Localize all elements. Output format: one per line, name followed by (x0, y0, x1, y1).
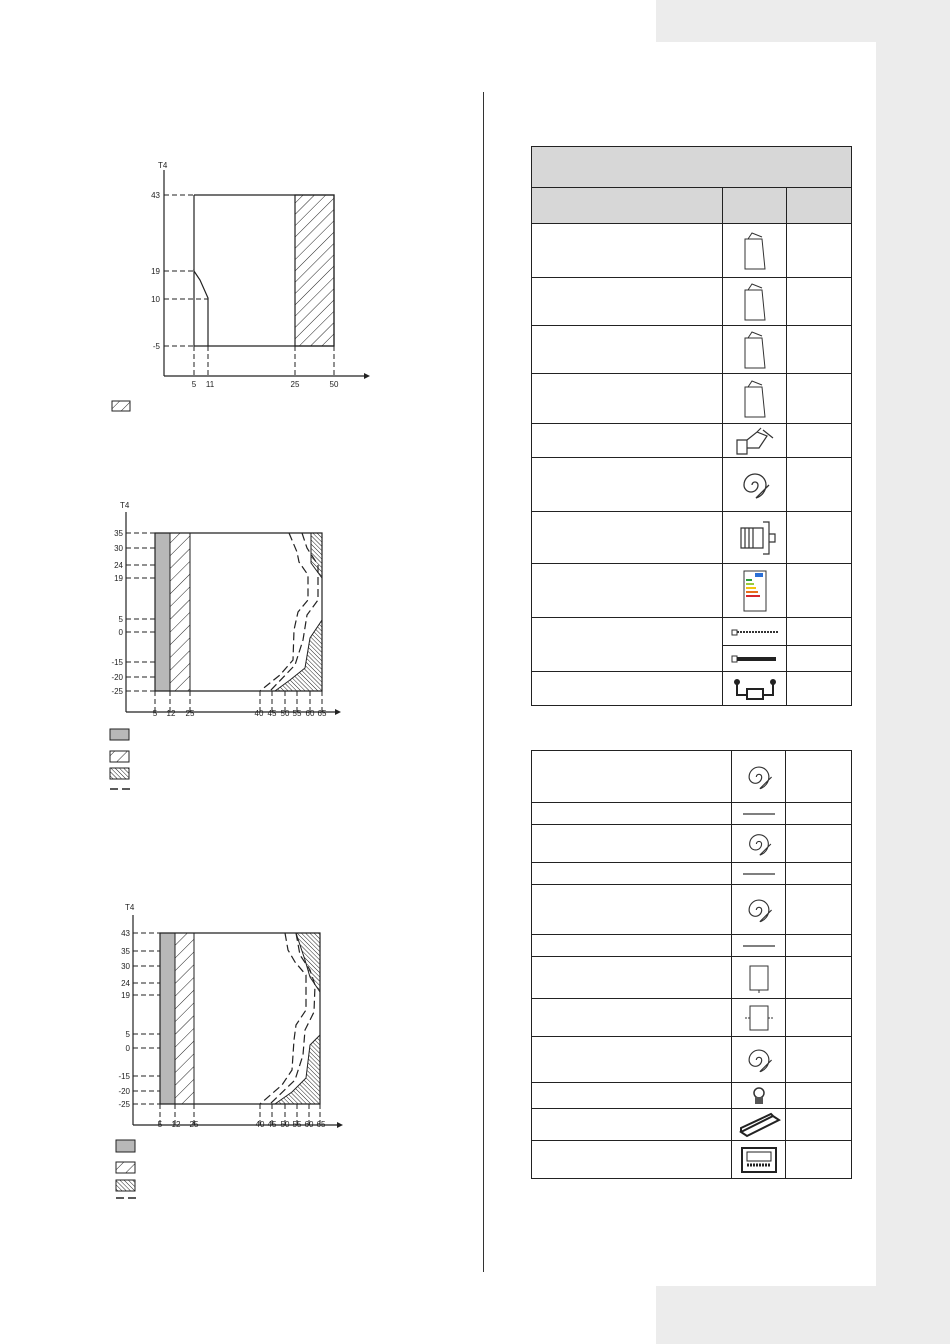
svg-text:25: 25 (189, 1120, 199, 1129)
legend-swatch-dense (110, 768, 129, 779)
dense-hatch-bottom (275, 620, 322, 691)
grey-region (160, 933, 175, 1104)
svg-text:-25: -25 (118, 1100, 130, 1109)
svg-text:25: 25 (290, 380, 300, 389)
table-row (532, 957, 852, 999)
accessories-table-2 (531, 750, 852, 1179)
table-row (532, 224, 852, 278)
table-row (532, 1083, 852, 1109)
table-row (532, 618, 852, 646)
svg-text:T4: T4 (125, 903, 135, 912)
booklet-icon (742, 379, 768, 419)
svg-text:5: 5 (152, 709, 158, 718)
sensor-box-icon (744, 1003, 774, 1033)
svg-text:19: 19 (151, 267, 160, 276)
svg-text:50: 50 (280, 709, 290, 718)
wire-icon (742, 871, 776, 877)
svg-text:65: 65 (316, 1120, 326, 1129)
y-filter-icon (733, 426, 777, 456)
svg-text:5: 5 (125, 1030, 130, 1039)
svg-text:5: 5 (157, 1120, 163, 1129)
legend-swatch-dense (116, 1180, 135, 1191)
operating-range-chart-2 (105, 500, 360, 795)
table-row (532, 424, 852, 458)
table-row (532, 935, 852, 957)
column-header-quantity (787, 188, 852, 224)
table-row (532, 326, 852, 374)
energy-label-icon (741, 569, 769, 613)
legend-swatch-grey (110, 729, 129, 740)
svg-text:5: 5 (191, 380, 197, 389)
svg-text:43: 43 (121, 929, 130, 938)
x-tick-labels (153, 709, 327, 718)
svg-text:50: 50 (329, 380, 339, 389)
hatched-region (170, 533, 190, 691)
duct-icon (737, 1112, 781, 1138)
cable-coil-icon (741, 1042, 777, 1078)
table-row (532, 825, 852, 863)
page-margin-band (876, 42, 950, 1344)
svg-text:T4: T4 (120, 501, 130, 510)
svg-text:35: 35 (121, 947, 130, 956)
x-tick-labels (192, 380, 339, 389)
svg-text:-20: -20 (111, 673, 123, 682)
cable-tie-icon (730, 627, 780, 637)
hatched-region (175, 933, 194, 1104)
y-tick-labels (111, 529, 123, 696)
svg-text:40: 40 (254, 709, 264, 718)
controller-icon (740, 1145, 778, 1175)
booklet-icon (742, 282, 768, 322)
hose-connector-icon (731, 677, 779, 701)
svg-text:55: 55 (292, 709, 302, 718)
column-header-shape (723, 188, 787, 224)
dense-hatch-top (296, 933, 320, 992)
svg-text:19: 19 (121, 991, 130, 1000)
dense-hatch-top (311, 533, 322, 578)
table-row (532, 278, 852, 326)
svg-text:T4: T4 (158, 161, 168, 170)
sensor-box-icon (748, 963, 770, 993)
svg-text:30: 30 (114, 544, 123, 553)
svg-text:45: 45 (267, 1120, 277, 1129)
legend-swatch-grey (116, 1140, 135, 1152)
y-axis-label (125, 903, 135, 912)
drain-joint-icon (733, 516, 777, 560)
svg-text:50: 50 (280, 1120, 290, 1129)
svg-text:45: 45 (267, 709, 277, 718)
cable-coil-icon (742, 827, 776, 861)
table-row (532, 374, 852, 424)
svg-text:12: 12 (171, 1120, 181, 1129)
y-tick-labels (118, 929, 130, 1109)
table-row (532, 1109, 852, 1141)
legend-swatch-hatch (112, 401, 130, 411)
table-row (532, 999, 852, 1037)
svg-text:0: 0 (118, 628, 123, 637)
table-row (532, 751, 852, 803)
page-corner-bottom (656, 1286, 876, 1344)
wire-icon (742, 811, 776, 817)
table-row (532, 863, 852, 885)
svg-text:65: 65 (317, 709, 327, 718)
svg-text:60: 60 (304, 1120, 314, 1129)
table-row (532, 458, 852, 512)
svg-text:12: 12 (166, 709, 176, 718)
cable-coil-icon (735, 465, 775, 505)
table-row (532, 803, 852, 825)
column-divider (483, 92, 484, 1272)
svg-text:40: 40 (255, 1120, 265, 1129)
dense-hatch-bottom (275, 1035, 320, 1104)
svg-text:43: 43 (151, 191, 160, 200)
y-axis-label (158, 161, 168, 170)
table-row (532, 1037, 852, 1083)
svg-text:24: 24 (114, 561, 123, 570)
booklet-icon (742, 330, 768, 370)
svg-text:-20: -20 (118, 1087, 130, 1096)
accessories-table-1 (531, 146, 852, 706)
svg-text:55: 55 (292, 1120, 302, 1129)
wire-icon (742, 943, 776, 949)
svg-text:5: 5 (118, 615, 123, 624)
svg-text:60: 60 (305, 709, 315, 718)
svg-text:0: 0 (125, 1044, 130, 1053)
table-title-cell (532, 147, 852, 188)
svg-text:25: 25 (185, 709, 195, 718)
svg-text:-25: -25 (111, 687, 123, 696)
table-row (532, 564, 852, 618)
grey-region (155, 533, 170, 691)
operating-range-chart-1 (110, 155, 380, 425)
svg-text:19: 19 (114, 574, 123, 583)
cable-coil-icon (741, 892, 777, 928)
y-tick-labels (151, 191, 160, 351)
booklet-icon (742, 231, 768, 271)
svg-text:-15: -15 (118, 1072, 130, 1081)
cable-coil-icon (741, 759, 777, 795)
y-axis-label (120, 501, 130, 510)
svg-text:-15: -15 (111, 658, 123, 667)
legend-swatch-hatch (110, 751, 129, 762)
table-row (532, 672, 852, 706)
svg-text:35: 35 (114, 529, 123, 538)
table-row (532, 1141, 852, 1179)
legend-swatch-hatch (116, 1162, 135, 1173)
page-corner-top (656, 0, 950, 42)
svg-text:24: 24 (121, 979, 130, 988)
svg-text:30: 30 (121, 962, 130, 971)
operating-range-chart-3 (105, 898, 360, 1208)
table-row (532, 885, 852, 935)
table-row (532, 512, 852, 564)
plug-icon (751, 1086, 767, 1106)
svg-text:10: 10 (151, 295, 160, 304)
hatched-region (295, 195, 334, 346)
column-header-name (532, 188, 723, 224)
svg-text:11: 11 (205, 380, 215, 389)
svg-text:-5: -5 (152, 342, 160, 351)
cable-tie-icon (730, 654, 780, 664)
